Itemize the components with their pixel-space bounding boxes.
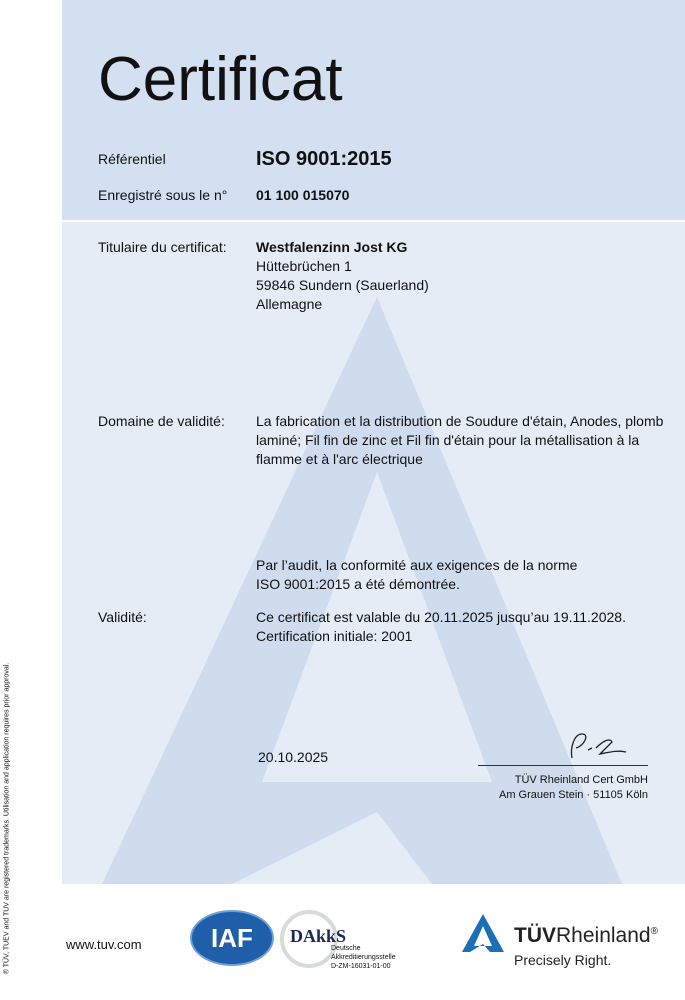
validity-line: Certification initiale: 2001 <box>256 628 413 644</box>
audit-text <box>256 556 577 594</box>
issuer-block <box>499 773 648 803</box>
iaf-text: IAF <box>211 923 253 953</box>
issuer-address: Am Grauen Stein · 51105 Köln <box>499 789 648 801</box>
registration-value: 01 100 015070 <box>256 187 350 203</box>
scope-line: laminé; Fil fin de zinc et Fil fin d'étain pour la métallisation à la <box>256 432 640 448</box>
tuv-brand <box>514 924 658 948</box>
scope-line: flamme et à l'arc électrique <box>256 451 423 467</box>
address-line: Allemagne <box>256 296 323 312</box>
signature-line <box>478 765 648 766</box>
issuer-name: TÜV Rheinland Cert GmbH <box>514 774 648 786</box>
tuv-triangle-icon <box>462 914 504 952</box>
brand-text: Rheinland <box>556 924 651 947</box>
holder-address <box>256 238 429 314</box>
trademark-notice: ® TÜV, TUEV and TUV are registered trademarks. Utilisation and application requires prior approval. <box>3 662 11 975</box>
dakks-text <box>331 944 396 971</box>
dakks-line: D-ZM-16031-01-00 <box>331 963 391 970</box>
dakks-name: DAkkS <box>290 926 347 946</box>
validity-label: Validité: <box>98 609 147 625</box>
scope-text <box>256 412 663 469</box>
validity-text <box>256 608 626 646</box>
iaf-logo <box>190 910 274 966</box>
address-line: Hüttebrüchen 1 <box>256 258 352 274</box>
tuv-slogan: Precisely Right. <box>514 952 612 968</box>
issue-date: 20.10.2025 <box>258 749 329 765</box>
website-link[interactable]: www.tuv.com <box>66 937 142 952</box>
holder-label: Titulaire du certificat: <box>98 239 227 255</box>
brand-bold: TÜV <box>514 924 556 947</box>
holder-name: Westfalenzinn Jost KG <box>256 239 408 255</box>
address-line: 59846 Sundern (Sauerland) <box>256 277 429 293</box>
standard-value: ISO 9001:2015 <box>256 148 392 170</box>
page-title: Certificat <box>98 45 343 114</box>
registered-mark: ® <box>650 926 658 937</box>
validity-line: Ce certificat est valable du 20.11.2025 jusqu’au 19.11.2028. <box>256 609 626 625</box>
dakks-line: Deutsche <box>331 945 361 952</box>
audit-line: ISO 9001:2015 a été démontrée. <box>256 576 460 592</box>
audit-line: Par l’audit, la conformité aux exigences de la norme <box>256 557 578 573</box>
dakks-line: Akkreditierungsstelle <box>331 954 396 961</box>
standard-label: Référentiel <box>98 151 166 167</box>
registration-label: Enregistré sous le n° <box>98 187 228 203</box>
scope-line: La fabrication et la distribution de Soudure d'étain, Anodes, plomb <box>256 413 664 429</box>
signature-icon <box>560 728 630 764</box>
scope-label: Domaine de validité: <box>98 413 225 429</box>
